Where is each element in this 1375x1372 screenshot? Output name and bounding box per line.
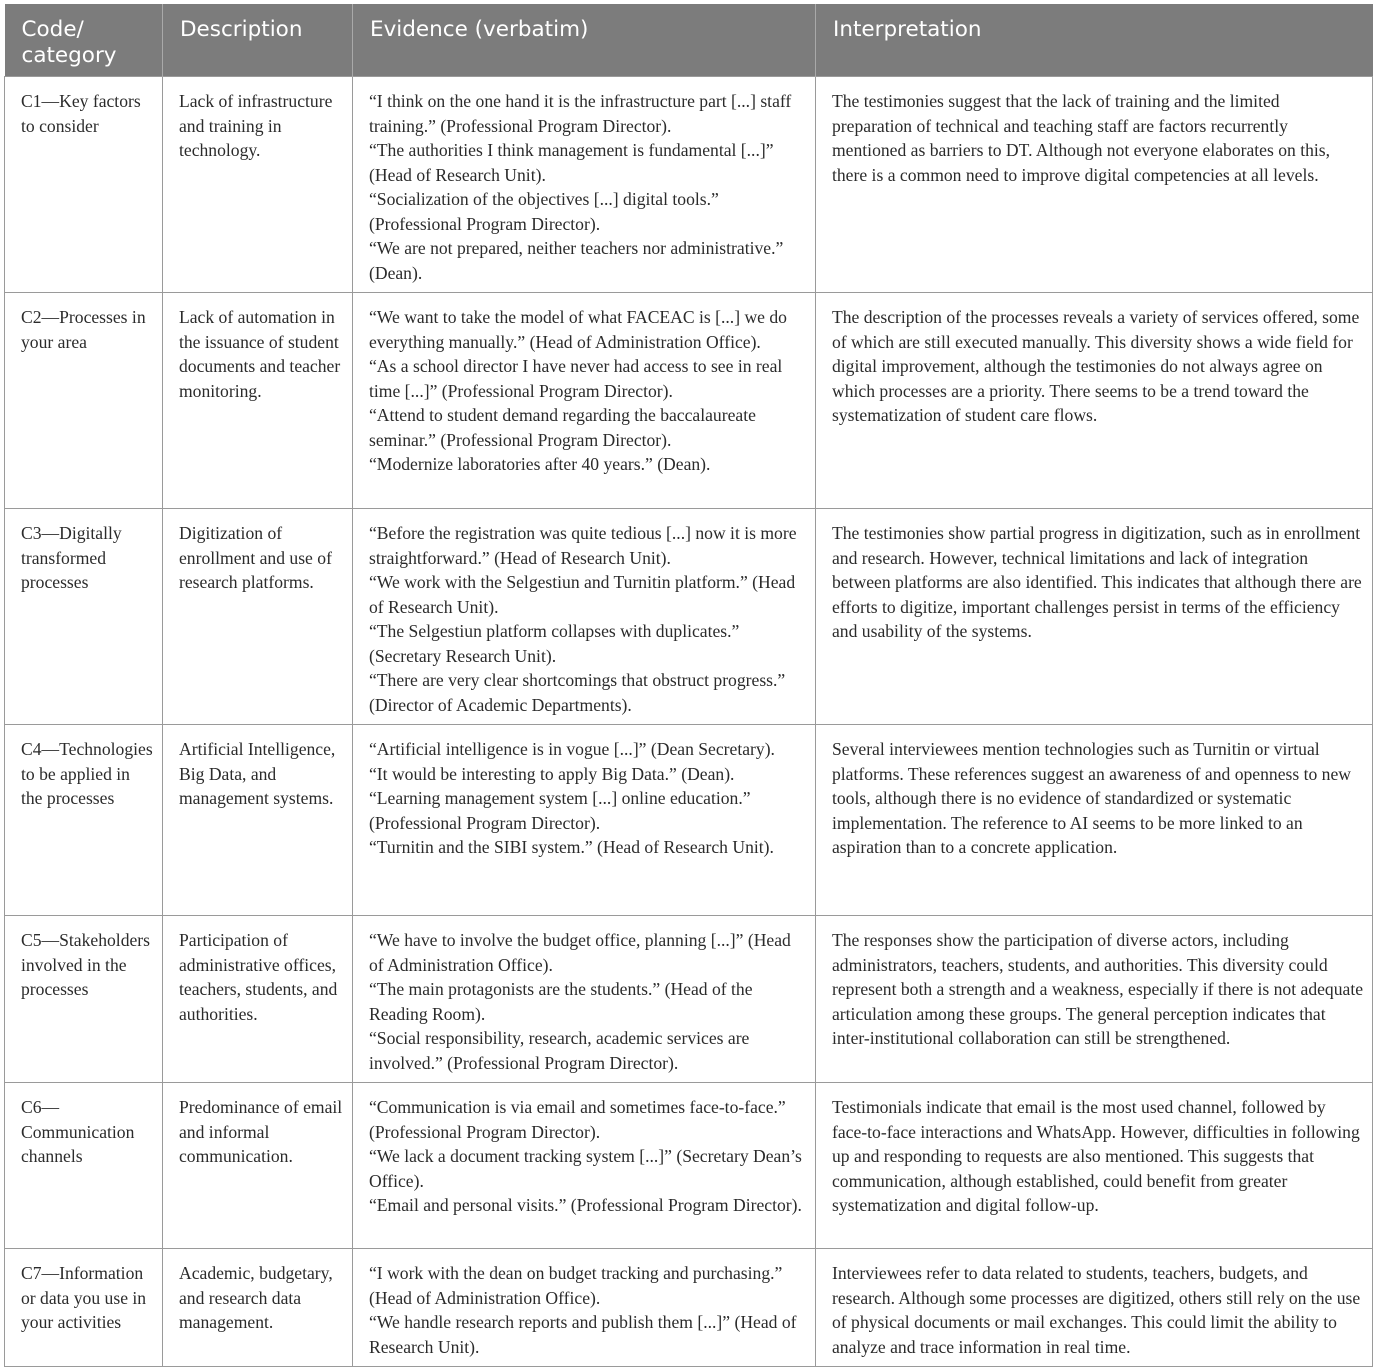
- evidence-quote: “We have to involve the budget office, planning [...]” (Head of Administration Office).: [369, 930, 791, 975]
- evidence-quote: “Communication is via email and sometimes face-to-face.” (Professional Program Director).: [369, 1097, 786, 1142]
- header-evidence: Evidence (verbatim): [353, 4, 816, 77]
- table-row: [5, 509, 1373, 725]
- description-cell: Predominance of email and informal communication.: [163, 1083, 353, 1249]
- code-cell: C4—Technologies to be applied in the processes: [5, 725, 163, 916]
- header-code-category: Code/ category: [5, 4, 163, 77]
- evidence-quote: “We handle research reports and publish them [...]” (Head of Research Unit).: [369, 1312, 797, 1357]
- evidence-cell: [353, 509, 816, 725]
- table-body: [5, 77, 1373, 1367]
- evidence-quote: “Artificial intelligence is in vogue [...]” (Dean Secretary).: [369, 739, 775, 759]
- header-row: [5, 4, 1373, 77]
- table-row: [5, 1249, 1373, 1367]
- description-cell: Digitization of enrollment and use of research platforms.: [163, 509, 353, 725]
- table-row: [5, 725, 1373, 916]
- evidence-quote: “Modernize laboratories after 40 years.” (Dean).: [369, 454, 711, 474]
- evidence-quote: “Before the registration was quite tedious [...] now it is more straightforward.” (Head of Research Unit).: [369, 523, 797, 568]
- evidence-cell: [353, 1083, 816, 1249]
- interpretation-cell: The description of the processes reveals a variety of services offered, some of which are still executed manually. This diversity shows a wide field for digital improvement, although the testimonies do not always agree on which processes are a priority. There seems to be a trend toward the systematization of student care flows.: [816, 293, 1373, 509]
- evidence-quote: “There are very clear shortcomings that obstruct progress.” (Director of Academic Departments).: [369, 670, 786, 715]
- evidence-quote: “Email and personal visits.” (Professional Program Director).: [369, 1195, 802, 1215]
- table-row: [5, 293, 1373, 509]
- description-cell: Artificial Intelligence, Big Data, and management systems.: [163, 725, 353, 916]
- evidence-quote: “The Selgestiun platform collapses with duplicates.” (Secretary Research Unit).: [369, 621, 740, 666]
- evidence-quote: “We lack a document tracking system [...]” (Secretary Dean’s Office).: [369, 1146, 802, 1191]
- code-cell: C7—Information or data you use in your activities: [5, 1249, 163, 1367]
- evidence-quote: “As a school director I have never had access to see in real time [...]” (Professional Program Director).: [369, 356, 783, 401]
- evidence-quote: “I think on the one hand it is the infrastructure part [...] staff training.” (Professional Program Director).: [369, 91, 792, 136]
- table-row: [5, 916, 1373, 1083]
- evidence-quote: “It would be interesting to apply Big Data.” (Dean).: [369, 763, 735, 784]
- evidence-quote: “Social responsibility, research, academic services are involved.” (Professional Program Director).: [369, 1028, 750, 1073]
- description-cell: Lack of automation in the issuance of student documents and teacher monitoring.: [163, 293, 353, 509]
- code-cell: C5—Stakeholders involved in the processes: [5, 916, 163, 1083]
- evidence-cell: [353, 916, 816, 1083]
- evidence-quote: “We are not prepared, neither teachers nor administrative.” (Dean).: [369, 238, 784, 283]
- code-cell: C6—Communication channels: [5, 1083, 163, 1249]
- evidence-quote: “I work with the dean on budget tracking and purchasing.” (Head of Administration Office).: [369, 1263, 783, 1308]
- interpretation-cell: Several interviewees mention technologies such as Turnitin or virtual platforms. These references suggest an awareness of and openness to new tools, although there is no evidence of standardized or systematic implementation. The reference to AI seems to be more linked to an aspiration than to a concrete application.: [816, 725, 1373, 916]
- evidence-cell: [353, 725, 816, 916]
- evidence-quote: “Attend to student demand regarding the baccalaureate seminar.” (Professional Program Director).: [369, 405, 756, 450]
- data-table: [4, 4, 1373, 1367]
- evidence-quote: “We want to take the model of what FACEAC is [...] we do everything manually.” (Head of Administration Office).: [369, 307, 787, 352]
- interpretation-cell: The testimonies suggest that the lack of training and the limited preparation of technical and teaching staff are factors recurrently mentioned as barriers to DT. Although not everyone elaborates on this, there is a common need to improve digital competencies at all levels.: [816, 77, 1373, 293]
- evidence-quote: “Learning management system [...] online education.” (Professional Program Director).: [369, 788, 751, 833]
- evidence-quote: “The authorities I think management is fundamental [...]” (Head of Research Unit).: [369, 140, 774, 185]
- interpretation-cell: Testimonials indicate that email is the most used channel, followed by face-to-face interactions and WhatsApp. However, difficulties in following up and responding to requests are also mentioned. This suggests that communication, although established, could benefit from greater systematization and digital follow-up.: [816, 1083, 1373, 1249]
- evidence-cell: [353, 293, 816, 509]
- interpretation-cell: The responses show the participation of diverse actors, including administrators, teachers, students, and authorities. This diversity could represent both a strength and a weakness, especially if there is not adequate articulation among these groups. The general perception indicates that inter-institutional collaboration can still be strengthened.: [816, 916, 1373, 1083]
- evidence-quote: “Turnitin and the SIBI system.” (Head of Research Unit).: [369, 837, 774, 857]
- header-interpretation: Interpretation: [816, 4, 1373, 77]
- table-header: [5, 4, 1373, 77]
- description-cell: Participation of administrative offices, teachers, students, and authorities.: [163, 916, 353, 1083]
- evidence-cell: [353, 1249, 816, 1367]
- code-cell: C2—Processes in your area: [5, 293, 163, 509]
- evidence-quote: “The main protagonists are the students.” (Head of the Reading Room).: [369, 979, 753, 1024]
- evidence-quote: “We work with the Selgestiun and Turnitin platform.” (Head of Research Unit).: [369, 572, 796, 617]
- code-cell: C1—Key factors to consider: [5, 77, 163, 293]
- code-cell: C3—Digitally transformed processes: [5, 509, 163, 725]
- description-cell: Academic, budgetary, and research data management.: [163, 1249, 353, 1367]
- header-description: Description: [163, 4, 353, 77]
- interpretation-cell: The testimonies show partial progress in digitization, such as in enrollment and research. However, technical limitations and lack of integration between platforms are also identified. This indicates that although there are efforts to digitize, important challenges persist in terms of the efficiency and usability of the systems.: [816, 509, 1373, 725]
- interpretation-cell: Interviewees refer to data related to students, teachers, budgets, and research. Although some processes are digitized, others still rely on the use of physical documents or mail exchanges. This could limit the ability to analyze and trace information in real time.: [816, 1249, 1373, 1367]
- evidence-cell: [353, 77, 816, 293]
- table-row: [5, 1083, 1373, 1249]
- description-cell: Lack of infrastructure and training in technology.: [163, 77, 353, 293]
- evidence-quote: “Socialization of the objectives [...] digital tools.” (Professional Program Director).: [369, 189, 719, 234]
- table-row: [5, 77, 1373, 293]
